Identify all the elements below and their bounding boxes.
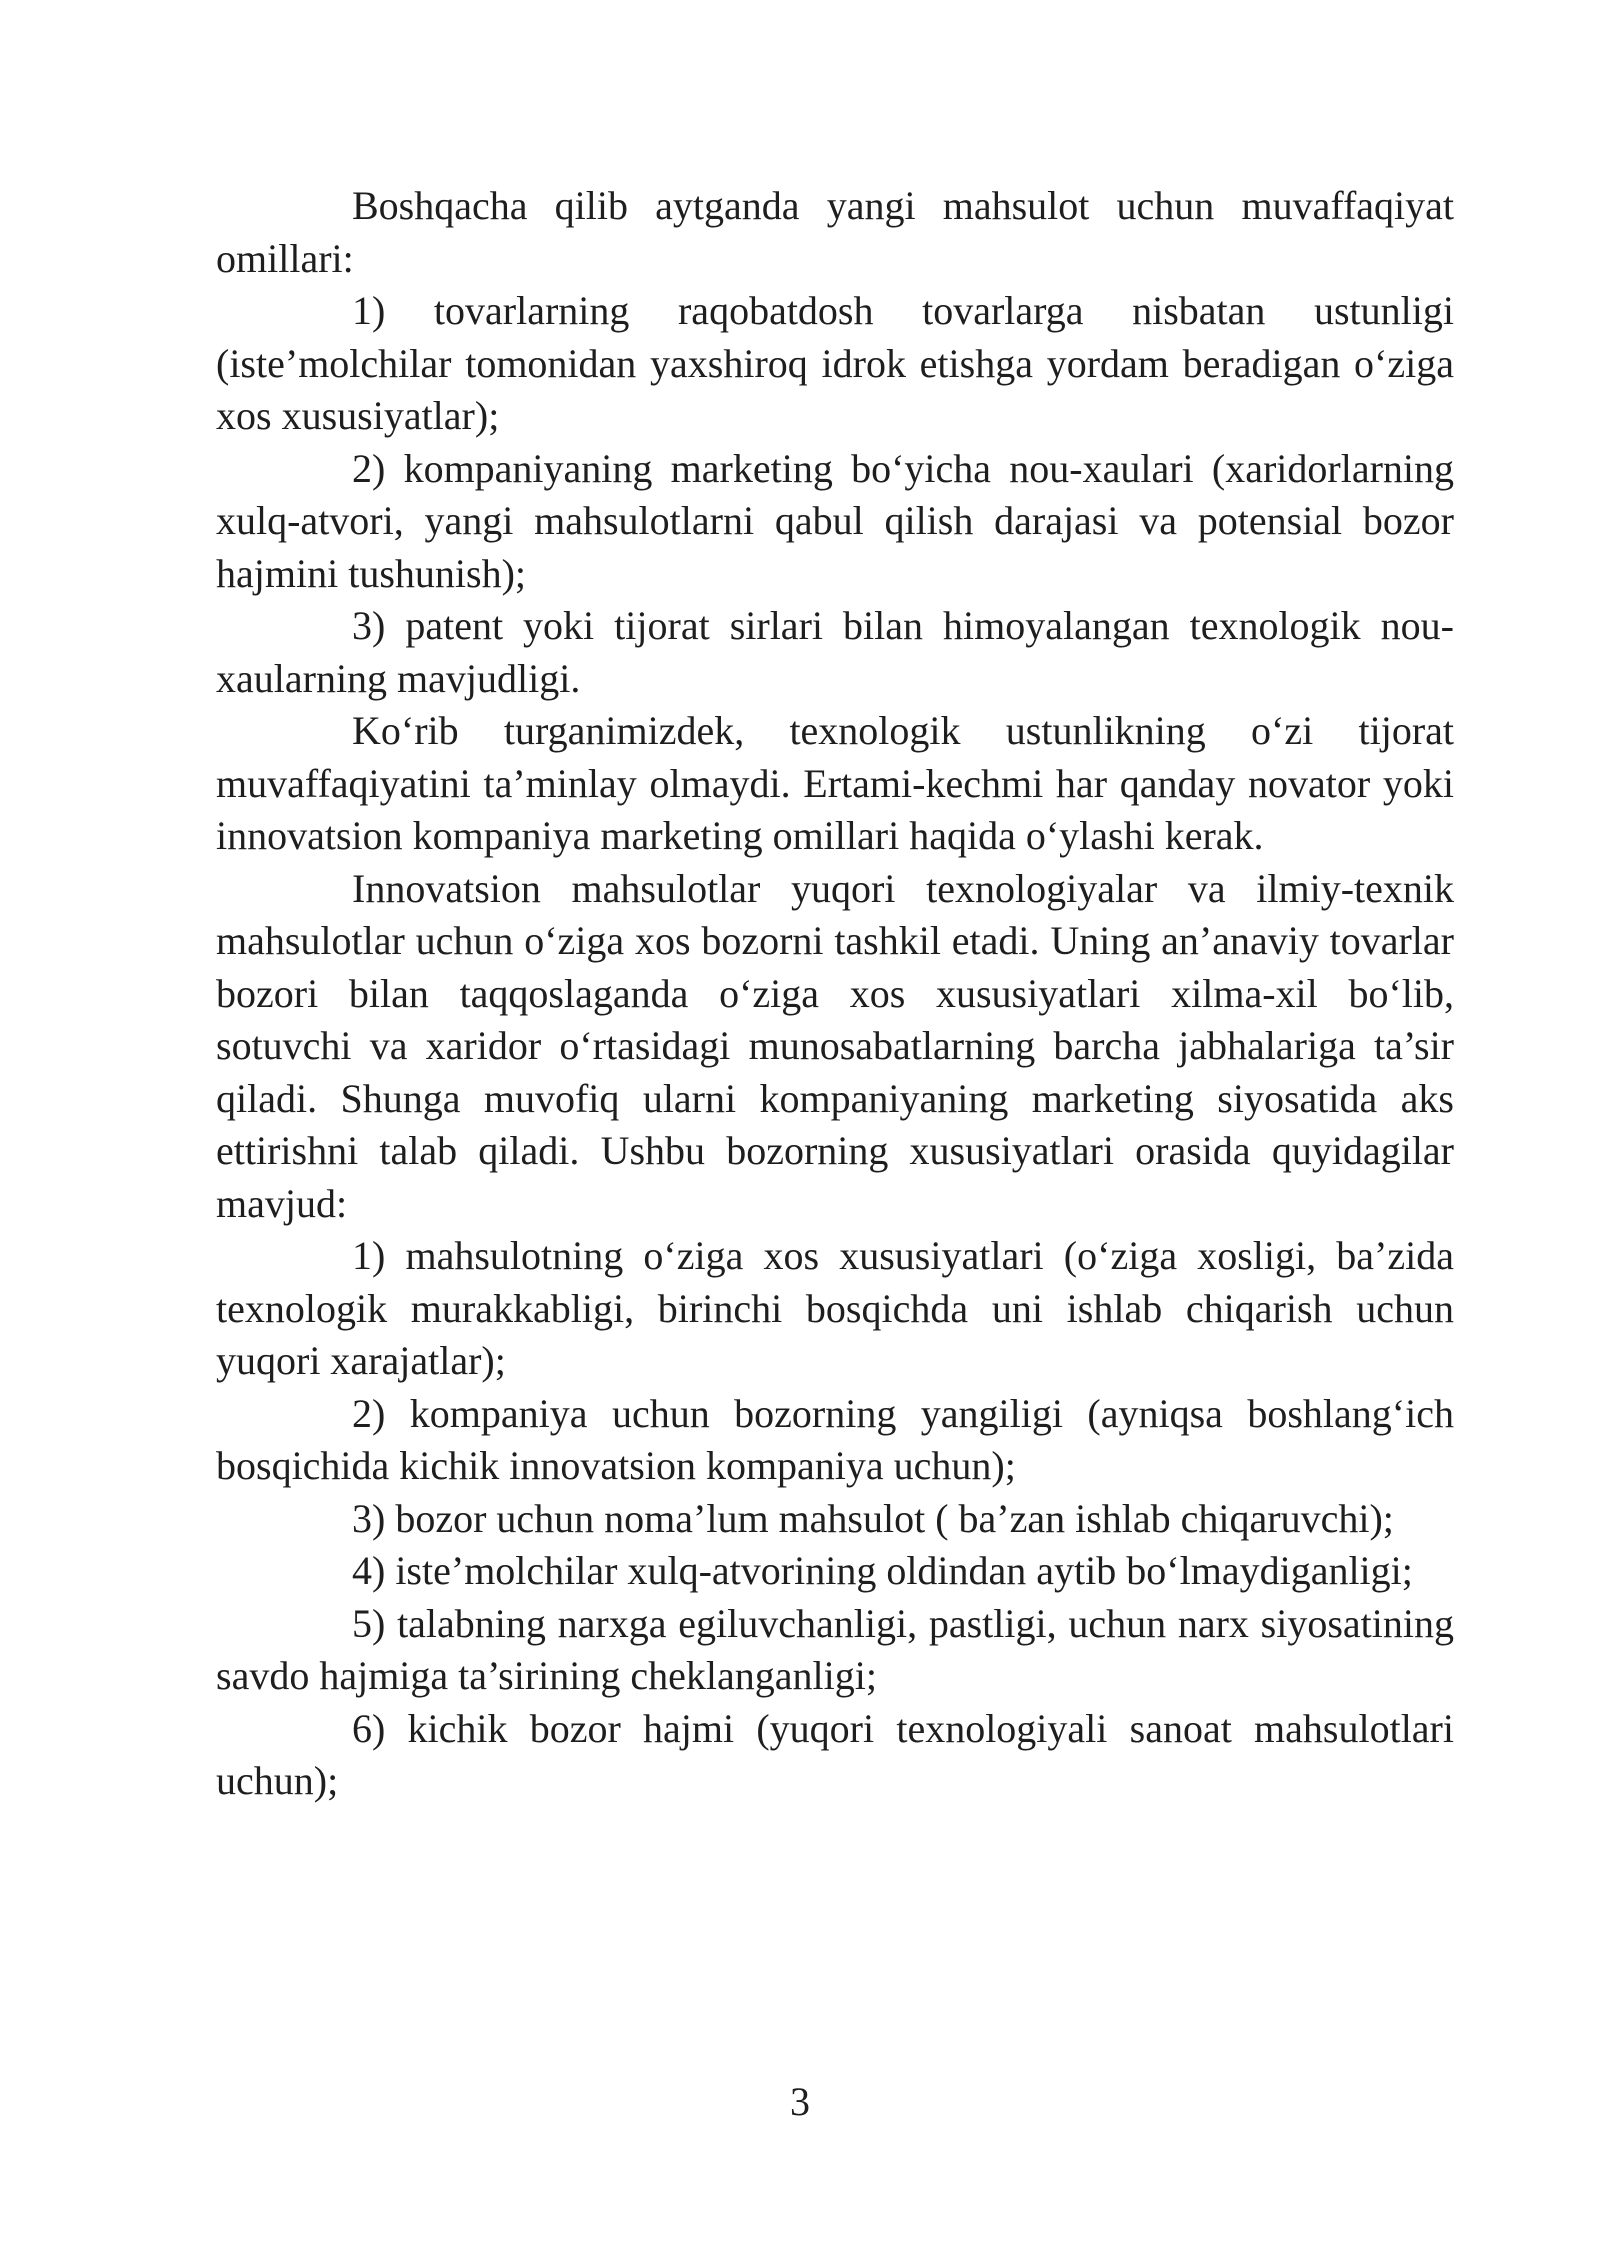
paragraph: 3) bozor uchun noma’lum mahsulot ( ba’zan ishlab chiqaruvchi); [352,1495,1394,1541]
paragraph: 6) kichik bozor hajmi (yuqori texnologiyali sanoat mahsulotlari uchun); [216,1705,1454,1803]
paragraph: 3) patent yoki tijorat sirlari bilan himoyalangan texnologik nou-xaularning mavjudligi. [216,603,1454,701]
paragraph: Boshqacha qilib aytganda yangi mahsulot uchun muvaffaqiyat omillari: [216,183,1454,281]
paragraph: 5) talabning narxga egiluvchanligi, pastligi, uchun narx siyosatining savdo hajmiga ta’sirining cheklanganligi; [216,1600,1454,1698]
paragraph: 2) kompaniyaning marketing bo‘yicha nou-xaulari (xaridorlarning xulq-atvori, yangi mahsulotlarni qabul qilish darajasi va potensial bozor hajmini tushunish); [216,445,1454,596]
paragraph: Ko‘rib turganimizdek, texnologik ustunlikning o‘zi tijorat muvaffaqiyatini ta’minlay olmaydi. Ertami-kechmi har qanday novator yoki innovatsion kompaniya marketing omillari haqida o‘ylashi kerak. [216,708,1454,858]
paragraph: Innovatsion mahsulotlar yuqori texnologiyalar va ilmiy-texnik mahsulotlar uchun o‘ziga xos bozorni tashkil etadi. Uning an’anaviy tovarlar bozori bilan taqqoslaganda o‘ziga xos xususiyatlari xilma-xil bo‘lib, sotuvchi va xaridor o‘rtasidagi munosabatlarning barcha jabhalariga ta’sir qiladi. Shunga muvofiq ularni kompaniyaning marketing siyosatida aks ettirishni talab qiladi. Ushbu bozorning xususiyatlari orasida quyidagilar mavjud: [216,865,1454,1226]
paragraph: 1) tovarlarning raqobatdosh tovarlarga nisbatan ustunligi (iste’molchilar tomonidan yaxshiroq idrok etishga yordam beradigan o‘ziga xos xususiyatlar); [216,288,1454,438]
paragraph: 1) mahsulotning o‘ziga xos xususiyatlari (o‘ziga xosligi, ba’zida texnologik murakkabligi, birinchi bosqichda uni ishlab chiqarish uchun yuqori xarajatlar); [216,1233,1454,1383]
paragraph: 2) kompaniya uchun bozorning yangiligi (ayniqsa boshlang‘ich bosqichida kichik innovatsion kompaniya uchun); [216,1390,1454,1488]
paragraph: 4) iste’molchilar xulq-atvorining oldindan aytib bo‘lmaydiganligi; [352,1548,1413,1593]
document-body [216,180,1454,1808]
page-number: 3 [790,2079,810,2124]
